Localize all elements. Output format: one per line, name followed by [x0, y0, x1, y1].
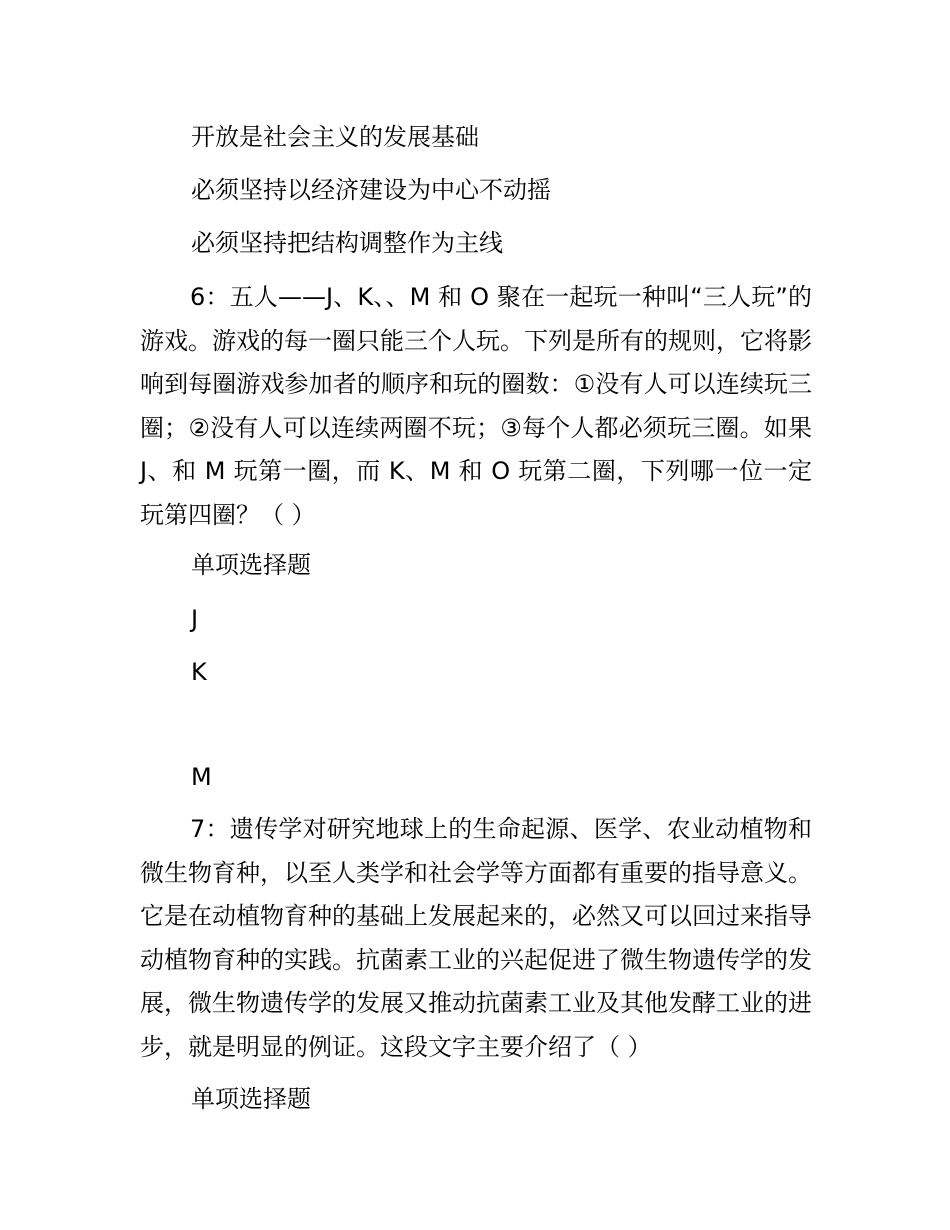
question-7-type: 单项选择题 [191, 1085, 311, 1113]
question-6-text: 6：五人——J、K、、M 和 O 聚在一起玩一种叫“三人玩”的游戏。游戏的每一圈只能三个人玩。下列是所有的规则，它将影响到每圈游戏参加者的顺序和玩的圈数：①没有人可以连续玩三圈；②没有人可以连续两圈不玩；③每个人都必须玩三圈。如果 J、和 M 玩第一圈，而 K、M 和 O 玩第二圈，下列哪一位一定玩第四圈？（ ） [140, 283, 812, 529]
question-6-option-k: K [191, 658, 207, 686]
question-6-option-m: M [191, 763, 212, 791]
question-6-option-j: J [191, 605, 199, 633]
option-text: 开放是社会主义的发展基础 [191, 123, 479, 151]
option-text: 必须坚持把结构调整作为主线 [191, 229, 503, 257]
question-6-type: 单项选择题 [191, 551, 311, 579]
question-7-text: 7：遗传学对研究地球上的生命起源、医学、农业动植物和微生物育种，以至人类学和社会学等方面都有重要的指导意义。它是在动植物育种的基础上发展起来的，必然又可以回过来指导动植物育种的实践。抗菌素工业的兴起促进了微生物遗传学的发展，微生物遗传学的发展又推动抗菌素工业及其他发酵工业的进步，就是明显的例证。这段文字主要介绍了（ ） [140, 815, 812, 1061]
option-text: 必须坚持以经济建设为中心不动摇 [191, 176, 551, 204]
